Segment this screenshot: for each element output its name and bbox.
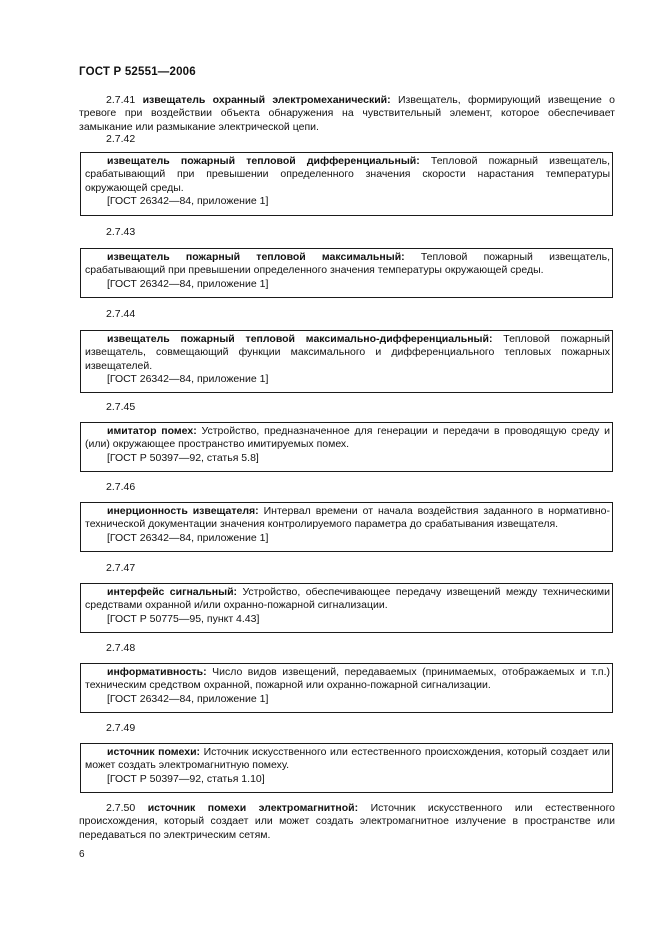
entry-term: источник помехи электромагнитной: bbox=[147, 802, 359, 814]
entry-reference: [ГОСТ Р 50397—92, статья 1.10] bbox=[107, 772, 265, 785]
entry-2-7-41 bbox=[79, 94, 615, 134]
entry-term: инерционность извещателя: bbox=[107, 505, 259, 517]
entry-reference: [ГОСТ 26342—84, приложение 1] bbox=[107, 692, 269, 705]
entry-number: 2.7.41 bbox=[106, 94, 136, 106]
entry-number: 2.7.42 bbox=[106, 133, 136, 145]
entry-box-2-7-45 bbox=[80, 422, 613, 472]
entry-number: 2.7.46 bbox=[106, 481, 136, 493]
page-number: 6 bbox=[79, 849, 85, 860]
entry-term: извещатель пожарный тепловой дифференциальный: bbox=[107, 155, 420, 167]
entry-number: 2.7.45 bbox=[106, 401, 136, 413]
entry-definition: Число видов извещений, передаваемых (принимаемых, отображаемых и т.п.) техническим средством охранной, пожарной или охранно-пожарной сигнализации. bbox=[85, 666, 610, 692]
entry-definition: Интервал времени от начала воздействия заданного в нормативно-технической документации значения контролируемого параметра до срабатывания извещателя. bbox=[85, 505, 610, 531]
entry-reference: [ГОСТ Р 50397—92, статья 5.8] bbox=[107, 451, 259, 464]
entry-definition: Устройство, обеспечивающее передачу извещений между техническими средствами охранной и/или охранно-пожарной сигнализации. bbox=[85, 586, 611, 612]
entry-number: 2.7.49 bbox=[106, 722, 136, 734]
entry-term: извещатель пожарный тепловой максимальный: bbox=[107, 251, 405, 263]
entry-term: источник помехи: bbox=[107, 746, 201, 758]
entry-reference: [ГОСТ Р 50775—95, пункт 4.43] bbox=[107, 612, 260, 625]
entry-box-2-7-49 bbox=[80, 743, 613, 793]
entry-number: 2.7.50 bbox=[106, 802, 136, 814]
entry-definition: Тепловой пожарный извещатель, срабатывающий при превышении определенного значения температуры окружающей среды. bbox=[85, 251, 610, 277]
document-header: ГОСТ Р 52551—2006 bbox=[79, 66, 196, 78]
entry-box-2-7-42 bbox=[80, 152, 613, 216]
entry-definition: Извещатель, формирующий извещение о тревоге при воздействии объекта обнаружения на чувствительный элемент, которое обеспечивает замыкание или размыкание электрической цепи. bbox=[79, 94, 615, 133]
entry-definition: Тепловой пожарный извещатель, срабатывающий при превышении определенного значения скорости нарастания температуры окружающей среды. bbox=[85, 155, 610, 194]
entry-term: интерфейс сигнальный: bbox=[107, 586, 238, 598]
entry-number: 2.7.48 bbox=[106, 642, 136, 654]
entry-definition: Тепловой пожарный извещатель, совмещающий функции максимального и дифференциального тепловых пожарных извещателей. bbox=[85, 333, 610, 372]
entry-reference: [ГОСТ 26342—84, приложение 1] bbox=[107, 373, 269, 386]
entry-term: информативность: bbox=[107, 666, 207, 678]
entry-definition: Источник искусственного или естественного происхождения, который создает или может создать электромагнитную помеху. bbox=[85, 746, 610, 772]
entry-definition: Источник искусственного или естественного происхождения, который создает или может создать электромагнитное излучение в пространстве или передаваться по электрическим сетям. bbox=[79, 802, 616, 841]
entry-definition: Устройство, предназначенное для генерации и передачи в проводящую среду и (или) окружающее пространство имитируемых помех. bbox=[85, 425, 610, 451]
entry-2-7-50 bbox=[79, 802, 615, 842]
entry-box-2-7-48 bbox=[80, 663, 613, 713]
entry-reference: [ГОСТ 26342—84, приложение 1] bbox=[107, 531, 269, 544]
entry-box-2-7-43 bbox=[80, 248, 613, 298]
entry-box-2-7-46 bbox=[80, 502, 613, 552]
entry-number: 2.7.43 bbox=[106, 226, 136, 238]
entry-number: 2.7.44 bbox=[106, 308, 136, 320]
entry-term: имитатор помех: bbox=[107, 425, 197, 437]
entry-reference: [ГОСТ 26342—84, приложение 1] bbox=[107, 195, 269, 208]
entry-box-2-7-47 bbox=[80, 583, 613, 633]
entry-number: 2.7.47 bbox=[106, 562, 136, 574]
entry-term: извещатель охранный электромеханический: bbox=[142, 94, 391, 106]
entry-term: извещатель пожарный тепловой максимально-дифференциальный: bbox=[107, 333, 493, 345]
entry-box-2-7-44 bbox=[80, 330, 613, 393]
entry-reference: [ГОСТ 26342—84, приложение 1] bbox=[107, 277, 269, 290]
